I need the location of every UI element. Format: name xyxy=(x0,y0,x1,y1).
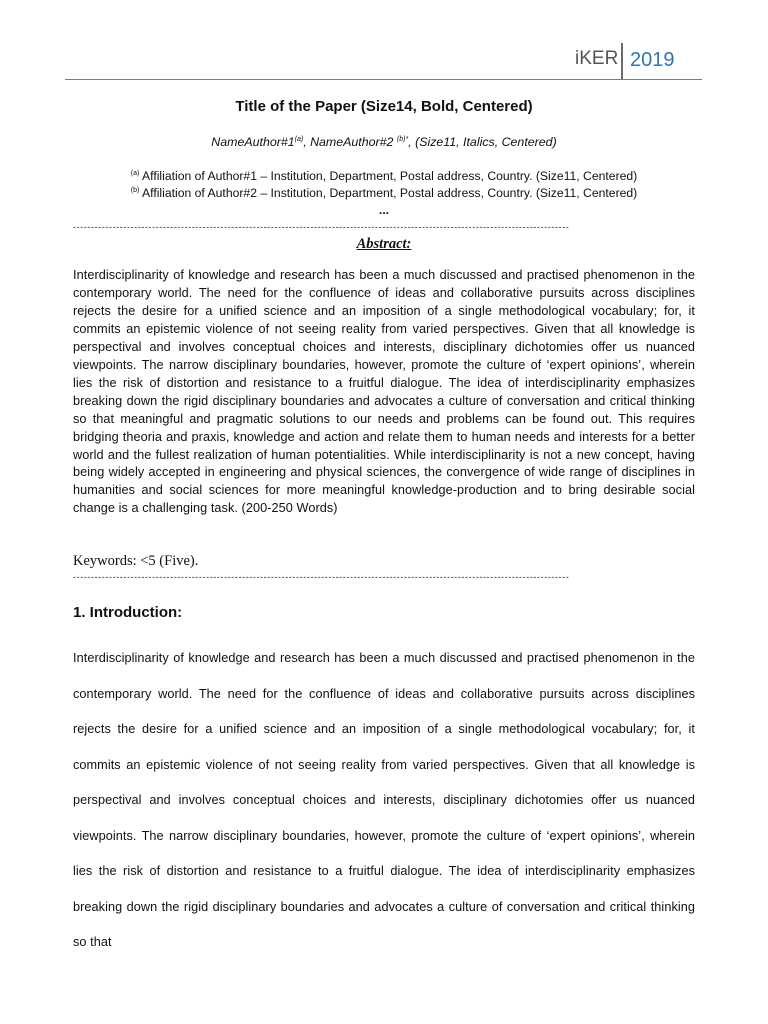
keywords: Keywords: <5 (Five). xyxy=(73,553,199,569)
affiliation-2-mark: (b) xyxy=(130,186,140,194)
author-1: NameAuthor#1 xyxy=(211,135,295,149)
affiliation-2 xyxy=(73,186,695,200)
affiliation-more: ... xyxy=(378,203,389,217)
section-heading-introduction: 1. Introduction: xyxy=(73,604,183,621)
abstract-heading: Abstract: xyxy=(356,236,412,252)
author-line: NameAuthor#1$^{(a)}$, NameAuthor#2 $^{(b)*}$, (Size11, Italics, Centered) xyxy=(211,135,557,149)
affiliation-2-text: Affiliation of Author#2 – Institution, Department, Postal address, Country. (Size11, Centered) xyxy=(142,186,638,200)
header-divider xyxy=(621,43,623,80)
author-1-affil-mark: (a) xyxy=(294,135,304,143)
journal-name: iKER xyxy=(575,48,619,69)
journal-year: 2019 xyxy=(630,49,675,71)
author-format-note: (Size11, Italics, Centered) xyxy=(415,135,557,149)
paper-title: Title of the Paper (Size14, Bold, Centered) xyxy=(235,98,533,115)
separator-top: ------------------------------------------------------------------------------------------------------------------------------------------ xyxy=(73,222,570,232)
author-2-affil-mark: (b)* xyxy=(396,135,409,143)
author-2: NameAuthor#2 xyxy=(310,135,394,149)
affiliation-1 xyxy=(73,169,695,183)
introduction-body: Interdisciplinarity of knowledge and research has been a much discussed and practised phenomenon in the contemporary world. The need for the confluence of ideas and collaborative pursuits across disciplines rejects the desire for a unified science and an imposition of a single methodological vocabulary; for, it commits an epistemic violence of not seeing reality from varied perspectives. Given that all knowledge is perspectival and involves conceptual choices and interests, disciplinary dichotomies offer us nuanced viewpoints. The narrow disciplinary boundaries, however, promote the culture of ‘expert opinions’, wherein lies the risk of distortion and resistance to a fruitful dialogue. The idea of interdisciplinarity emphasizes breaking down the rigid disciplinary boundaries and advocates a culture of conversation and critical thinking so that xyxy=(73,651,695,949)
header-rule xyxy=(65,79,702,80)
abstract-body: Interdisciplinarity of knowledge and research has been a much discussed and practised phenomenon in the contemporary world. The need for the confluence of ideas and collaborative pursuits across disciplines rejects the desire for a unified science and an imposition of a single methodological vocabulary; for, it commits an epistemic violence of not seeing reality from varied perspectives. Given that all knowledge is perspectival and involves conceptual choices and interests, disciplinary dichotomies offer us nuanced viewpoints. The narrow disciplinary boundaries, however, promote the culture of ‘expert opinions’, wherein lies the risk of distortion and resistance to a fruitful dialogue. The idea of interdisciplinarity emphasizes breaking down the rigid disciplinary boundaries and advocates a culture of conversation and critical thinking so that meaningful and pragmatic solutions to our needs and problems can be found out. This requires bridging theoria and praxis, knowledge and action and relate them to human needs and interests for a better world and the fullest realization of human potentialities. While interdisciplinarity is not a new concept, having being widely accepted in engineering and physical sciences, the convergence of wide range of disciplines in humanities and social sciences for more meaningful knowledge-production and to bring desirable social change is a challenging task. (200-250 Words) xyxy=(73,268,695,516)
affiliation-1-mark: (a) xyxy=(130,169,140,177)
separator-bottom: ------------------------------------------------------------------------------------------------------------------------------------------ xyxy=(73,572,570,582)
affiliation-1-text: Affiliation of Author#1 – Institution, Department, Postal address, Country. (Size11, Centered) xyxy=(142,169,638,183)
